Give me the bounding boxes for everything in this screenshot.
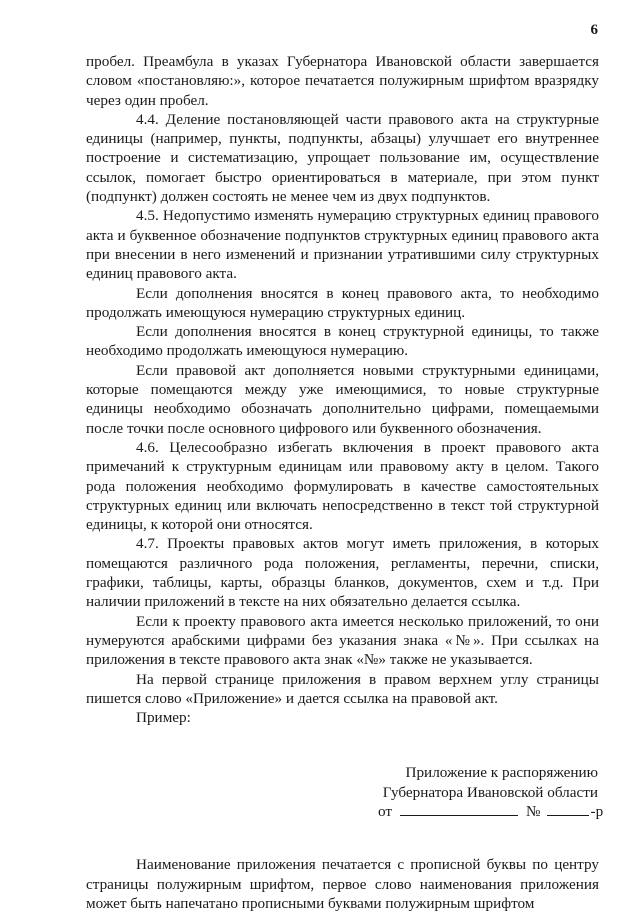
paragraph: Если дополнения вносятся в конец правового акта, то необходимо продолжать имеющуюся нумерацию структурных единиц. xyxy=(86,284,599,321)
number-label: № xyxy=(526,802,541,820)
paragraph: пробел. Преамбула в указах Губернатора Ивановской области завершается словом «постановляю:», которое печатается полужирным шрифтом вразрядку через один пробел. xyxy=(86,53,599,109)
example-label: Пример: xyxy=(136,709,191,727)
page-number: 6 xyxy=(590,22,598,38)
paragraph: 4.5. Недопустимо изменять нумерацию структурных единиц правового акта и буквенное обозначение подпунктов структурных единиц правового акта при внесении в него изменений и признании утратившими силу структурных единиц правового акта. xyxy=(86,207,599,283)
document-body xyxy=(86,52,604,913)
paragraph: Если правовой акт дополняется новыми структурными единицами, которые помещаются между уже имеющимися, то новые структурные единицы необходимо обозначать дополнительно цифрами, помещаемыми после точки после основного цифрового или буквенного обозначения. xyxy=(86,361,599,437)
paragraph: 4.6. Целесообразно избегать включения в проект правового акта примечаний к структурным единицам или правовому акту в целом. Такого рода положения необходимо формулировать в качестве самостоятельных структурных единиц или включать непосредственно в текст той структурной единицы, к которой они относятся. xyxy=(86,438,599,534)
number-blank-line xyxy=(547,803,589,816)
date-blank-line xyxy=(400,803,518,816)
appendix-line-1: Приложение к распоряжению xyxy=(405,764,598,782)
paragraph: 4.4. Деление постановляющей части правового акта на структурные единицы (например, пункты, подпункты, абзацы) улучшает его внутреннее построение и систематизацию, упрощает пользование им, осуществление ссылок, помогает быстро ориентироваться в материале, при этом пункт (подпункт) должен состоять не менее чем из двух подпунктов. xyxy=(86,110,599,206)
paragraph: Наименование приложения печатается с прописной буквы по центру страницы полужирным шрифтом, первое слово наименования приложения может быть напечатано прописными буквами полужирным шрифтом xyxy=(86,856,599,912)
paragraph: На первой странице приложения в правом верхнем углу страницы пишется слово «Приложение» и дается ссылка на правовой акт. xyxy=(86,670,599,707)
from-label: от xyxy=(378,802,393,820)
paragraph: Если к проекту правового акта имеется несколько приложений, то они нумеруются арабскими цифрами без указания знака «№». При ссылках на приложения в тексте правового акта знак «№» также не указывается. xyxy=(86,612,599,669)
appendix-line-3 xyxy=(378,802,604,821)
number-suffix: -р xyxy=(590,802,604,820)
appendix-line-2: Губернатора Ивановской области xyxy=(382,783,598,801)
paragraph: Если дополнения вносятся в конец структурной единицы, то также необходимо продолжать имеющуюся нумерацию. xyxy=(86,323,599,360)
appendix-sample-header xyxy=(378,763,604,821)
paragraph: 4.7. Проекты правовых актов могут иметь приложения, в которых помещаются различного рода положения, регламенты, перечни, списки, графики, таблицы, карты, образцы бланков, документов, схем и т.д. При наличии приложений в тексте на них обязательно делается ссылка. xyxy=(86,535,599,611)
